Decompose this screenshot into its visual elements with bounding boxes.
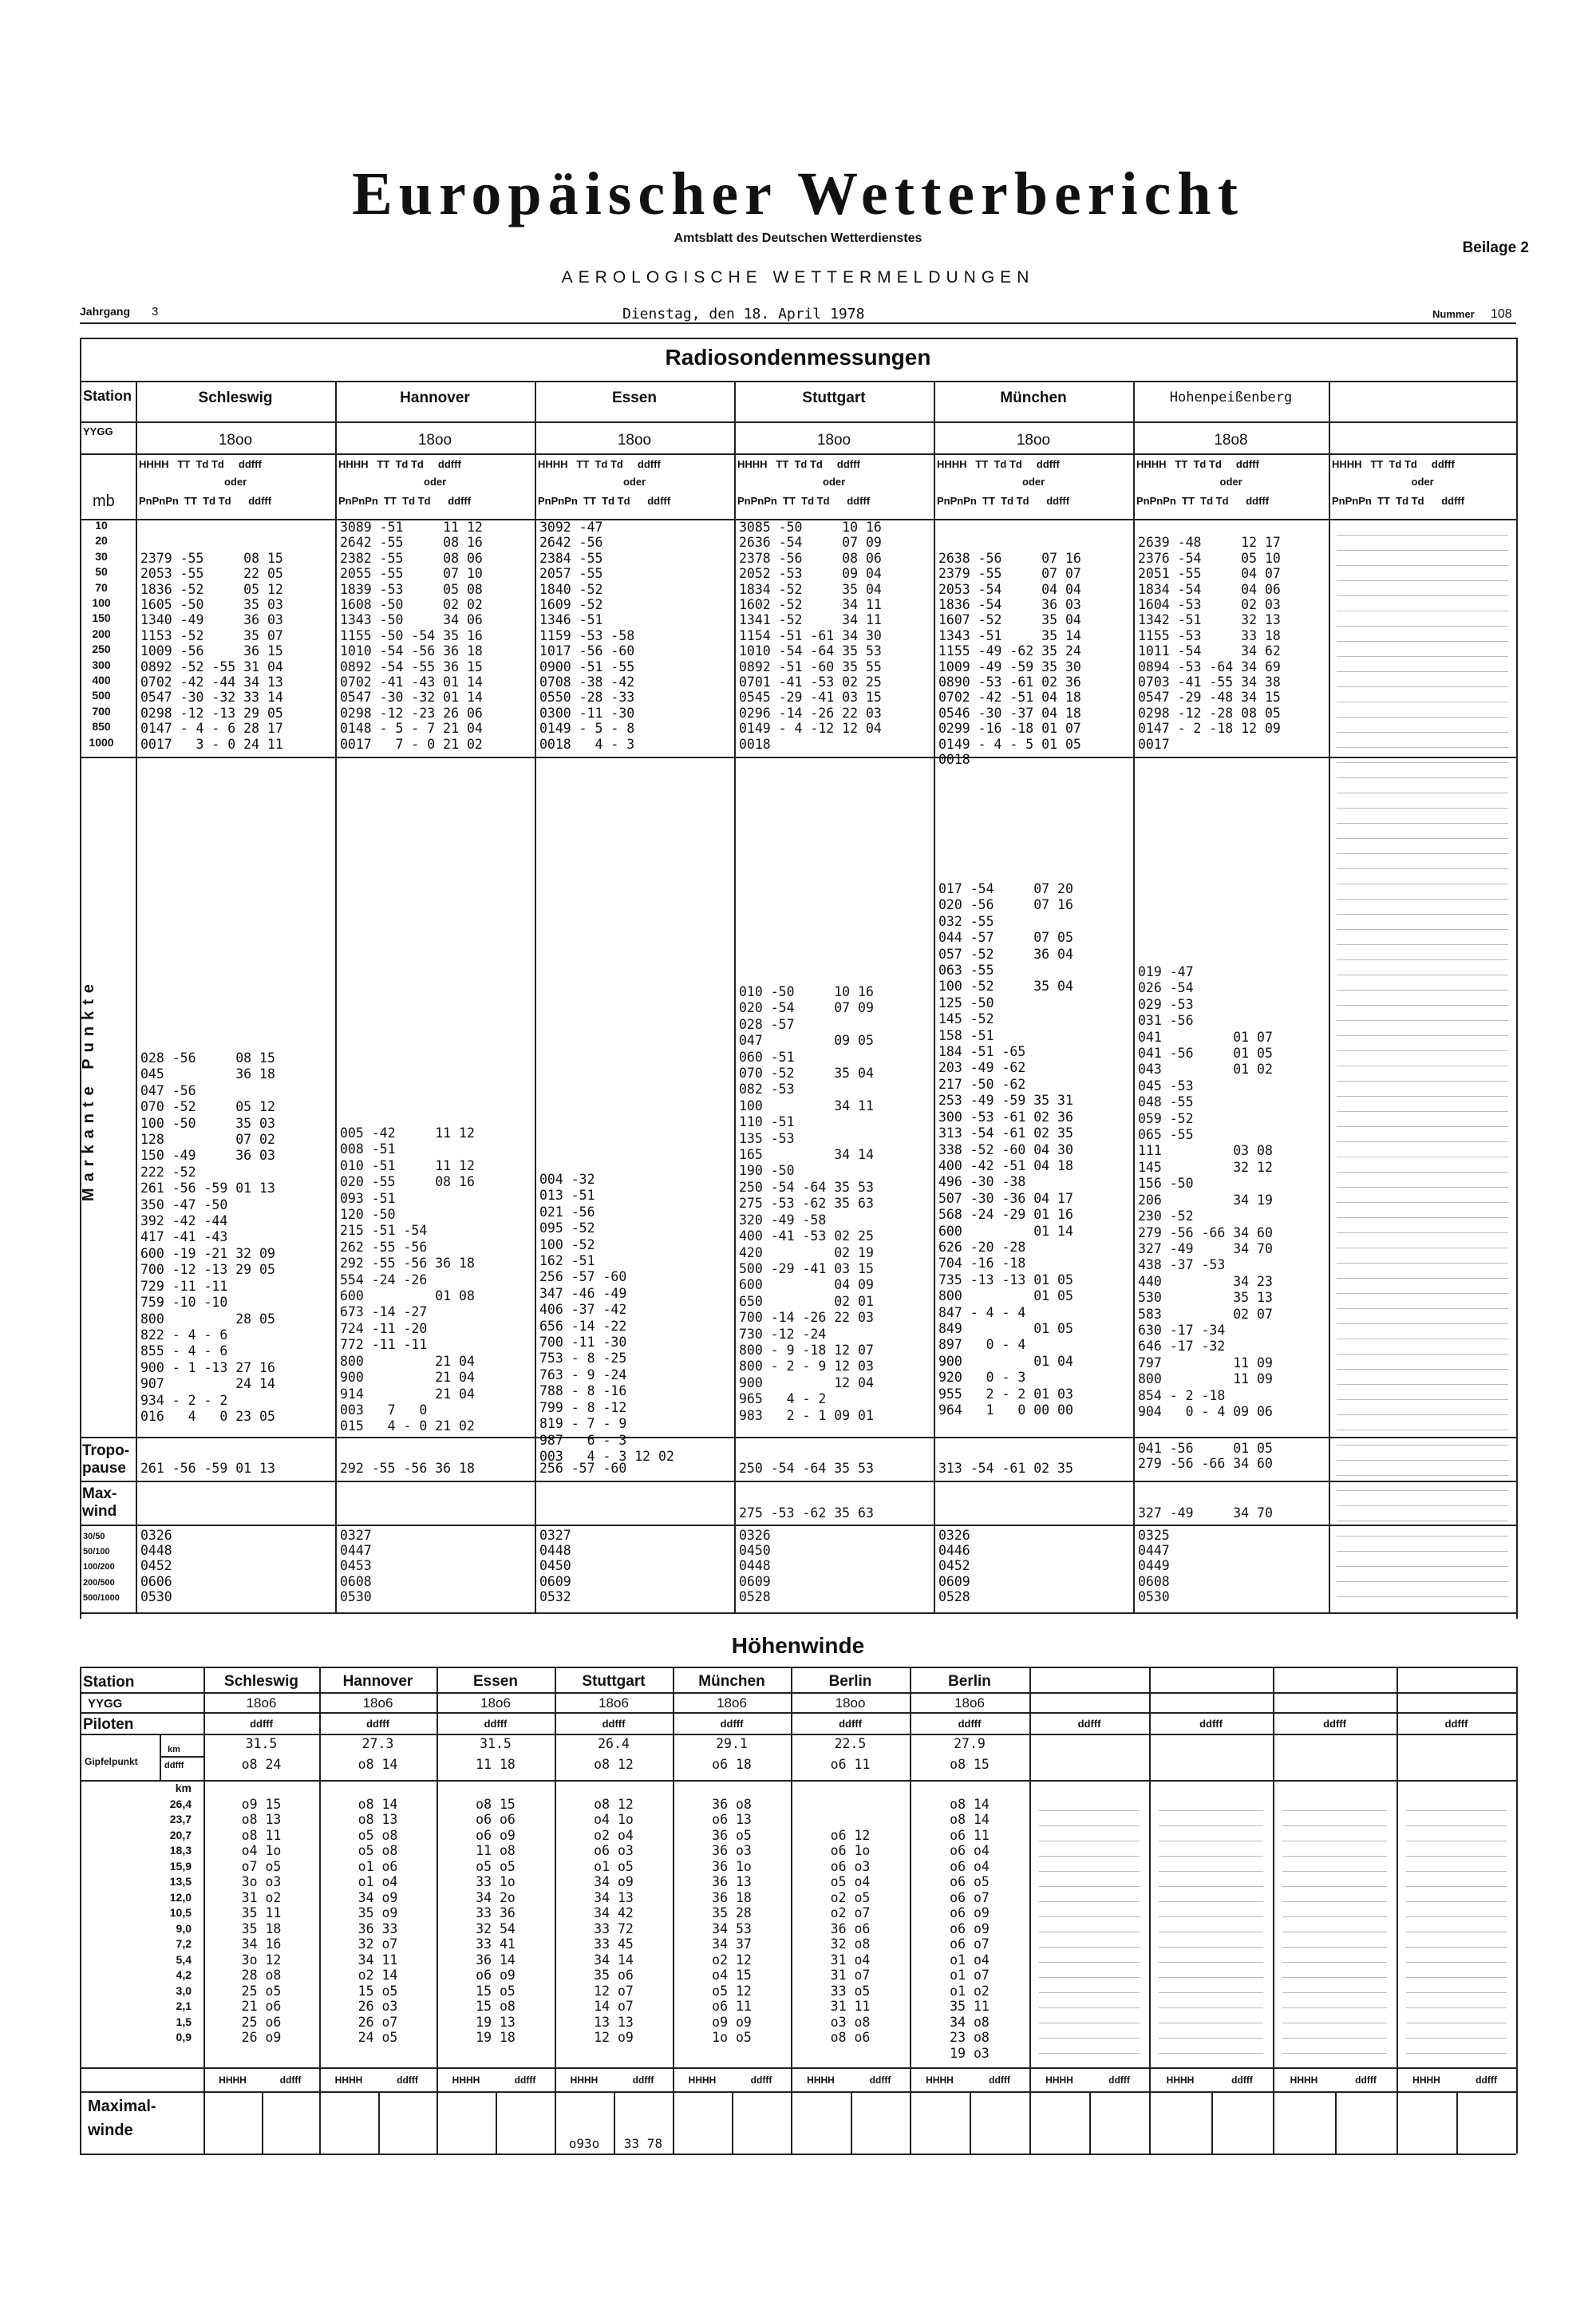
maxwinde-split <box>851 2091 852 2154</box>
hw-yygg-label: YYGG <box>88 1697 123 1711</box>
column-header-oder: oder <box>1411 476 1434 488</box>
maxwinde-ddfff-header: ddfff <box>514 2075 536 2086</box>
column-header-bottom: PnPnPn TT Td Td ddfff <box>1136 495 1270 507</box>
hw-yygg-3: 18o6 <box>598 1695 629 1711</box>
hw-ddfff-header: ddfff <box>602 1718 626 1730</box>
column-header-top: HHHH TT Td Td ddfff <box>1332 458 1455 470</box>
hw-station-2: Essen <box>473 1673 518 1690</box>
hw-row-rule <box>80 1734 1516 1735</box>
tropopause-muenchen: 313 -54 -61 02 35 <box>938 1461 1073 1476</box>
gipfel-km-5: 22.5 <box>834 1736 867 1751</box>
radiosonde-row-rule <box>80 1481 1516 1482</box>
maxwinde-hhhh-header: HHHH <box>452 2075 480 2086</box>
yygg-value-hannover: 18oo <box>417 432 452 449</box>
maxwinde-ddfff-header: ddfff <box>632 2075 654 2086</box>
station-name-essen: Essen <box>612 390 657 406</box>
page-subtitle: Amtsblatt des Deutschen Wetterdienstes <box>674 231 922 245</box>
hw-yygg-4: 18o6 <box>717 1695 747 1711</box>
column-header-top: HHHH TT Td Td ddfff <box>1136 458 1259 470</box>
station-name-stuttgart: Stuttgart <box>802 390 866 406</box>
hw-yygg-0: 18o6 <box>246 1695 277 1711</box>
column-header-top: HHHH TT Td Td ddfff <box>737 458 860 470</box>
maxwinde-ddfff-header: ddfff <box>397 2075 418 2086</box>
levels-data-muenchen: 2638 -56 07 16 2379 -55 07 07 2053 -54 04 04 1836 -54 36 03 1607 -52 35 04 1343 -51 35 14 1155 -49 -62 35 24 1009 -49 -59 35 30 0890 -53 -61 02 36 0702 -42 -51 04 18 0546 -30 -37 04 18 0299 -16 -18 01 07 0149 - 4 - 5 01 05 0018 <box>938 550 1081 768</box>
gipfel-km-2: 31.5 <box>480 1736 512 1751</box>
tropopause-hohenpeissenberg: 041 -56 01 05 279 -56 -66 34 60 <box>1138 1441 1273 1472</box>
station-column-rule <box>335 381 337 1612</box>
gipfel-km-4: 29.1 <box>716 1736 748 1751</box>
column-header-bottom: PnPnPn TT Td Td ddfff <box>937 495 1070 507</box>
levels-data-hohenpeissenberg: 2639 -48 12 17 2376 -54 05 10 2051 -55 04 07 1834 -54 04 06 1604 -53 02 03 1342 -51 32 13 1155 -53 33 18 1011 -54 34 62 0894 -53 -64 34 69 0703 -41 -55 34 38 0547 -29 -48 34 15 0298 -12 -28 08 05 0147 - 2 -18 12 09 0017 <box>1138 535 1281 752</box>
maxwinde-hhhh-header: HHHH <box>1166 2075 1195 2086</box>
maxwinde-ddfff-header: ddfff <box>279 2075 302 2086</box>
yygg-value-muenchen: 18oo <box>1016 432 1051 449</box>
jahrgang-value: 3 <box>152 305 159 318</box>
station-column-rule <box>136 381 137 1612</box>
markante-data-schleswig: 028 -56 08 15 045 36 18 047 -56 070 -52 05 12 100 -50 35 03 128 07 02 150 -49 36 03 222 -52 261 -56 -59 01 13 350 -47 -50 392 -42 -44 417 -41 -43 600 -19 -21 32 09 700 -12 -13 29 05 729 -11 -11 759 -10 -10 800 28 05 822 - 4 - 6 855 - 4 - 6 900 - 1 -13 27 16 907 24 14 934 - 2 - 2 016 4 0 23 05 <box>140 1050 275 1424</box>
thickness-hohenpeissenberg: 0325 0447 0449 0608 0530 <box>1138 1528 1170 1604</box>
markante-data-stuttgart: 010 -50 10 16 020 -54 07 09 028 -57 047 09 05 060 -51 070 -52 35 04 082 -53 100 34 11 110 -51 135 -53 165 34 14 190 -50 250 -54 -64 35 53 275 -53 -62 35 63 320 -49 -58 400 -41 -53 02 25 420 02 19 500 -29 -41 03 15 600 04 09 650 02 01 700 -14 -26 22 03 730 -12 -24 800 - 9 -18 12 07 800 - 2 - 9 12 03 900 12 04 965 4 - 2 983 2 - 1 09 01 <box>739 984 874 1423</box>
nummer-value: 108 <box>1491 307 1512 321</box>
maxwinde-hhhh-header: HHHH <box>1045 2075 1073 2086</box>
gipfel-ddfff-label: ddfff <box>164 1761 184 1770</box>
hw-winds-6: o8 14 o8 14 o6 11 o6 o4 o6 o4 o6 o5 o6 o7 o6 o9 o6 o9 o6 o7 o1 o4 o1 o7 o1 o2 35 11 34 o8 23 o8 19 o3 <box>950 1796 990 2061</box>
station-column-rule <box>1329 381 1330 1612</box>
column-header-bottom: PnPnPn TT Td Td ddfff <box>338 495 472 507</box>
gipfel-ddfff-6: o8 15 <box>950 1757 990 1772</box>
column-header-bottom: PnPnPn TT Td Td ddfff <box>1332 495 1465 507</box>
hw-yygg-2: 18o6 <box>480 1695 511 1711</box>
gipfel-km-6: 27.9 <box>954 1736 986 1751</box>
maxwinde-hhhh-header: HHHH <box>219 2075 247 2086</box>
hw-winds-4: 36 o8 o6 13 36 o5 36 o3 36 1o 36 13 36 18 35 28 34 53 34 37 o2 12 o4 15 o5 12 o6 11 o9 o9 1o o5 <box>712 1796 752 2045</box>
maxwinde-split <box>1089 2091 1091 2154</box>
radiosonde-row-rule <box>80 1612 1516 1614</box>
gipfel-ddfff-0: o8 24 <box>241 1757 282 1772</box>
gipfel-km-label: km <box>168 1745 180 1754</box>
hw-yygg-5: 18oo <box>835 1695 866 1711</box>
thickness-schleswig: 0326 0448 0452 0606 0530 <box>140 1528 172 1604</box>
hw-ddfff-header: ddfff <box>250 1718 273 1730</box>
column-header-top: HHHH TT Td Td ddfff <box>538 458 661 470</box>
maxwinde-label: Maximal-winde <box>88 2098 156 2139</box>
maxwinde-hhhh-3: o93o <box>568 2136 600 2151</box>
hw-left-rule <box>80 1667 81 2154</box>
maxwinde-hhhh-header: HHHH <box>688 2075 717 2086</box>
yygg-value-hohenpeissenberg: 18o8 <box>1214 432 1248 449</box>
hw-station-6: Berlin <box>948 1673 991 1690</box>
hw-station-3: Stuttgart <box>582 1673 646 1690</box>
hw-empty-lines <box>1282 1796 1387 2059</box>
gipfel-km-0: 31.5 <box>245 1736 278 1751</box>
maxwinde-split <box>496 2091 497 2154</box>
station-name-hohenpeissenberg: Hohenpeißenberg <box>1169 390 1293 405</box>
levels-data-schleswig: 2379 -55 08 15 2053 -55 22 05 1836 -52 05 12 1605 -50 35 03 1340 -49 36 03 1153 -52 35 07 1009 -56 36 15 0892 -52 -55 31 04 0702 -42 -44 34 13 0547 -30 -32 33 14 0298 -12 -13 29 05 0147 - 4 - 6 28 17 0017 3 - 0 24 11 <box>140 550 283 752</box>
yygg-value-stuttgart: 18oo <box>816 432 851 449</box>
gipfel-km-1: 27.3 <box>361 1736 394 1751</box>
hoehenwinde-title: Höhenwinde <box>731 1633 865 1658</box>
nummer-label: Nummer <box>1432 308 1475 320</box>
maxwinde-split <box>262 2091 263 2154</box>
hw-heights: km 26,4 23,7 20,7 18,3 15,9 13,5 12,0 10,5 9,0 7,2 5,4 4,2 3,0 2,1 1,5 0,9 <box>169 1782 192 2043</box>
maxwind-stuttgart: 275 -53 -62 35 63 <box>739 1505 874 1521</box>
levels-data-hannover: 3089 -51 11 12 2642 -55 08 16 2382 -55 08 06 2055 -55 07 10 1839 -53 05 08 1608 -50 02 02 1343 -50 34 06 1155 -50 -54 35 16 1010 -54 -56 36 18 0892 -54 -55 36 15 0702 -41 -43 01 14 0547 -30 -32 01 14 0298 -12 -23 26 06 0148 - 5 - 7 21 04 0017 7 - 0 21 02 <box>340 520 483 752</box>
maxwinde-split <box>732 2091 733 2154</box>
tropopause-schleswig: 261 -56 -59 01 13 <box>140 1461 275 1476</box>
radiosonde-row-rule <box>80 1437 1516 1438</box>
column-header-top: HHHH TT Td Td ddfff <box>139 458 262 470</box>
beilage-label: Beilage 2 <box>1462 239 1529 256</box>
header-divider <box>80 322 1516 324</box>
issue-date: Dienstag, den 18. April 1978 <box>622 306 865 322</box>
maxwinde-hhhh-header: HHHH <box>1412 2075 1440 2086</box>
hw-ddfff-header: ddfff <box>1444 1718 1468 1730</box>
hw-row-rule <box>80 1667 1516 1668</box>
yygg-value-schleswig: 18oo <box>218 432 253 449</box>
yygg-label: YYGG <box>83 425 113 437</box>
maxwinde-ddfff-header: ddfff <box>750 2075 772 2086</box>
maxwinde-hhhh-header: HHHH <box>807 2075 835 2086</box>
column-header-top: HHHH TT Td Td ddfff <box>338 458 461 470</box>
hw-station-1: Hannover <box>342 1673 413 1690</box>
maxwind-hohenpeissenberg: 327 -49 34 70 <box>1138 1505 1273 1521</box>
tropopause-label: Tropo-pause <box>82 1442 130 1477</box>
maxwinde-hhhh-header: HHHH <box>570 2075 598 2086</box>
hw-station-0: Schleswig <box>224 1673 298 1690</box>
gipfel-ddfff-3: o8 12 <box>594 1757 634 1772</box>
maxwind-label: Max-wind <box>82 1485 117 1520</box>
maxwinde-split <box>1456 2091 1458 2154</box>
empty-column-lines <box>1337 520 1508 1598</box>
column-header-oder: oder <box>823 476 846 488</box>
maxwinde-split <box>1211 2091 1213 2154</box>
hw-ddfff-header: ddfff <box>366 1718 389 1730</box>
maxwinde-ddfff-header: ddfff <box>1355 2075 1377 2086</box>
column-header-oder: oder <box>224 476 247 488</box>
hw-station-5: Berlin <box>828 1673 872 1690</box>
thickness-stuttgart: 0326 0450 0448 0609 0528 <box>739 1528 771 1604</box>
gipfel-ddfff-1: o8 14 <box>358 1757 398 1772</box>
hw-ddfff-header: ddfff <box>484 1718 508 1730</box>
thickness-hannover: 0327 0447 0453 0608 0530 <box>340 1528 372 1604</box>
section-heading: AEROLOGISCHE WETTERMELDUNGEN <box>561 268 1035 287</box>
column-header-oder: oder <box>1219 476 1242 488</box>
thickness-muenchen: 0326 0446 0452 0609 0528 <box>938 1528 970 1604</box>
hw-empty-lines <box>1159 1796 1263 2059</box>
maxwinde-hhhh-header: HHHH <box>926 2075 954 2086</box>
hw-station-4: München <box>698 1673 765 1690</box>
markante-punkte-label: Markante Punkte <box>80 978 97 1202</box>
maxwinde-ddfff-header: ddfff <box>1476 2075 1497 2086</box>
markante-data-muenchen: 017 -54 07 20 020 -56 07 16 032 -55 044 -57 07 05 057 -52 36 04 063 -55 100 -52 35 04 125 -50 145 -52 158 -51 184 -51 -65 203 -49 -62 217 -50 -62 253 -49 -59 35 31 300 -53 -61 02 36 313 -54 -61 02 35 338 -52 -60 04 30 400 -42 -51 04 18 496 -30 -38 507 -30 -36 04 17 568 -24 -29 01 16 600 01 14 626 -20 -28 704 -16 -18 735 -13 -13 01 05 800 01 05 847 - 4 - 4 849 01 05 897 0 - 4 900 01 04 920 0 - 3 955 2 - 2 01 03 964 1 0 00 00 <box>938 881 1073 1418</box>
hw-winds-2: o8 15 o6 o6 o6 o9 11 o8 o5 o5 33 1o 34 2o 33 36 32 54 33 41 36 14 o6 o9 15 o5 15 o8 19 13 19 18 <box>476 1796 516 2045</box>
column-header-top: HHHH TT Td Td ddfff <box>937 458 1060 470</box>
radiosonde-row-rule <box>80 381 1516 382</box>
radiosonde-row-rule <box>80 453 1516 455</box>
hw-row-rule <box>80 1712 1516 1714</box>
maxwinde-split <box>1335 2091 1337 2154</box>
maxwinde-split <box>378 2091 380 2154</box>
tropopause-essen: 256 -57 -60 <box>539 1461 627 1476</box>
maxwinde-hhhh-header: HHHH <box>1290 2075 1318 2086</box>
hw-row-rule <box>80 2154 1516 2155</box>
column-header-bottom: PnPnPn TT Td Td ddfff <box>139 495 272 507</box>
hw-yygg-1: 18o6 <box>362 1695 393 1711</box>
hw-ddfff-header: ddfff <box>1077 1718 1101 1730</box>
radiosonde-row-rule <box>80 1525 1516 1526</box>
radiosonde-row-rule <box>80 757 1516 758</box>
hw-empty-lines <box>1406 1796 1507 2059</box>
station-column-rule <box>934 381 935 1612</box>
tropopause-hannover: 292 -55 -56 36 18 <box>340 1461 475 1476</box>
pressure-levels: 10 20 30 50 70 100 150 200 250 300 400 500 700 850 1000 <box>89 519 114 749</box>
hw-winds-5: o6 12 o6 1o o6 o3 o5 o4 o2 o5 o2 o7 36 o6 32 o8 31 o4 31 o7 33 o5 31 11 o3 o8 o8 o6 <box>830 1827 871 2045</box>
piloten-label: Piloten <box>83 1716 134 1733</box>
gipfel-ddfff-4: o6 18 <box>712 1757 752 1772</box>
station-column-rule <box>535 381 536 1612</box>
gipfelpunkt-label: Gipfelpunkt <box>85 1756 138 1767</box>
jahrgang-label: Jahrgang <box>80 305 131 318</box>
hw-row-rule <box>80 2091 1516 2093</box>
hw-ddfff-header: ddfff <box>839 1718 862 1730</box>
maxwinde-ddfff-header: ddfff <box>989 2075 1010 2086</box>
station-label: Station <box>83 388 132 404</box>
tropopause-stuttgart: 250 -54 -64 35 53 <box>739 1461 874 1476</box>
markante-data-essen: 004 -32 013 -51 021 -56 095 -52 100 -52 162 -51 256 -57 -60 347 -46 -49 406 -37 -42 656 -14 -22 700 -11 -30 753 - 8 -25 763 - 9 -24 788 - 8 -16 799 - 8 -12 819 - 7 - 9 987 6 - 3 003 4 - 3 12 02 <box>539 1172 674 1464</box>
radiosonde-title: Radiosondenmessungen <box>665 345 931 370</box>
column-header-bottom: PnPnPn TT Td Td ddfff <box>737 495 871 507</box>
station-column-rule <box>1133 381 1135 1612</box>
station-name-muenchen: München <box>1000 390 1067 406</box>
page-title: Europäischer Wetterbericht <box>352 160 1244 227</box>
gipfel-ddfff-2: 11 18 <box>476 1757 516 1772</box>
maxwinde-ddfff-3: 33 78 <box>623 2136 663 2151</box>
hw-gipfel-split <box>160 1756 203 1758</box>
column-header-bottom: PnPnPn TT Td Td ddfff <box>538 495 671 507</box>
station-name-hannover: Hannover <box>400 390 470 406</box>
gipfel-km-3: 26.4 <box>598 1736 630 1751</box>
hw-ddfff-header: ddfff <box>720 1718 744 1730</box>
hw-empty-lines <box>1039 1796 1140 2059</box>
hw-ddfff-header: ddfff <box>1323 1718 1346 1730</box>
maxwinde-ddfff-header: ddfff <box>1231 2075 1253 2086</box>
maxwinde-ddfff-header: ddfff <box>869 2075 891 2086</box>
hw-winds-1: o8 14 o8 13 o5 o8 o5 o8 o1 o6 o1 o4 34 o9 35 o9 36 33 32 o7 34 11 o2 14 15 o5 26 o3 26 o7 24 o5 <box>358 1796 398 2045</box>
levels-data-essen: 3092 -47 2642 -56 2384 -55 2057 -55 1840 -52 1609 -52 1346 -51 1159 -53 -58 1017 -56 -60 0900 -51 -55 0708 -38 -42 0550 -28 -33 0300 -11 -30 0149 - 5 - 8 0018 4 - 3 <box>539 520 635 752</box>
maxwinde-ddfff-header: ddfff <box>1108 2075 1130 2086</box>
markante-data-hohenpeissenberg: 019 -47 026 -54 029 -53 031 -56 041 01 07 041 -56 01 05 043 01 02 045 -53 048 -55 059 -52 065 -55 111 03 08 145 32 12 156 -50 206 34 19 230 -52 279 -56 -66 34 60 327 -49 34 70 438 -37 -53 440 34 23 530 35 13 583 02 07 630 -17 -34 646 -17 -32 797 11 09 800 11 09 854 - 2 -18 904 0 - 4 09 06 <box>1138 964 1273 1419</box>
hw-ddfff-header: ddfff <box>1199 1718 1223 1730</box>
hw-winds-0: o9 15 o8 13 o8 11 o4 1o o7 o5 3o o3 31 o2 35 11 35 18 34 16 3o 12 28 o8 25 o5 21 o6 25 o6 26 o9 <box>241 1796 282 2045</box>
hw-right-rule <box>1516 1667 1518 2154</box>
hw-row-rule <box>80 1692 1516 1694</box>
levels-data-stuttgart: 3085 -50 10 16 2636 -54 07 09 2378 -56 08 06 2052 -53 09 04 1834 -52 35 04 1602 -52 34 11 1341 -52 34 11 1154 -51 -61 34 30 1010 -54 -64 35 53 0892 -51 -60 35 55 0701 -41 -53 02 25 0545 -29 -41 03 15 0296 -14 -26 22 03 0149 - 4 -12 12 04 0018 <box>739 520 882 752</box>
thickness-labels: 30/50 50/100 100/200 200/500 500/1000 <box>83 1532 120 1603</box>
column-header-oder: oder <box>623 476 646 488</box>
maxwinde-split <box>970 2091 971 2154</box>
markante-data-hannover: 005 -42 11 12 008 -51 010 -51 11 12 020 -55 08 16 093 -51 120 -50 215 -51 -54 262 -55 -56 292 -55 -56 36 18 554 -24 -26 600 01 08 673 -14 -27 724 -11 -20 772 -11 -11 800 21 04 900 21 04 914 21 04 003 7 0 015 4 - 0 21 02 <box>340 1125 475 1434</box>
thickness-essen: 0327 0448 0450 0609 0532 <box>539 1528 571 1604</box>
hw-winds-3: o8 12 o4 1o o2 o4 o6 o3 o1 o5 34 o9 34 13 34 42 33 72 33 45 34 14 35 o6 12 o7 14 o7 13 13 12 o9 <box>594 1796 634 2045</box>
mb-label: mb <box>93 492 115 510</box>
maxwinde-hhhh-header: HHHH <box>334 2075 363 2086</box>
hw-ddfff-header: ddfff <box>958 1718 982 1730</box>
hw-row-rule <box>80 2067 1516 2069</box>
station-name-schleswig: Schleswig <box>198 390 273 406</box>
hw-station-label: Station <box>83 1674 135 1691</box>
column-header-oder: oder <box>424 476 447 488</box>
hw-yygg-6: 18o6 <box>954 1695 985 1711</box>
station-column-rule <box>734 381 736 1612</box>
gipfel-ddfff-5: o6 11 <box>830 1757 871 1772</box>
column-header-oder: oder <box>1022 476 1045 488</box>
radiosonde-row-rule <box>80 421 1516 423</box>
yygg-value-essen: 18oo <box>617 432 652 449</box>
